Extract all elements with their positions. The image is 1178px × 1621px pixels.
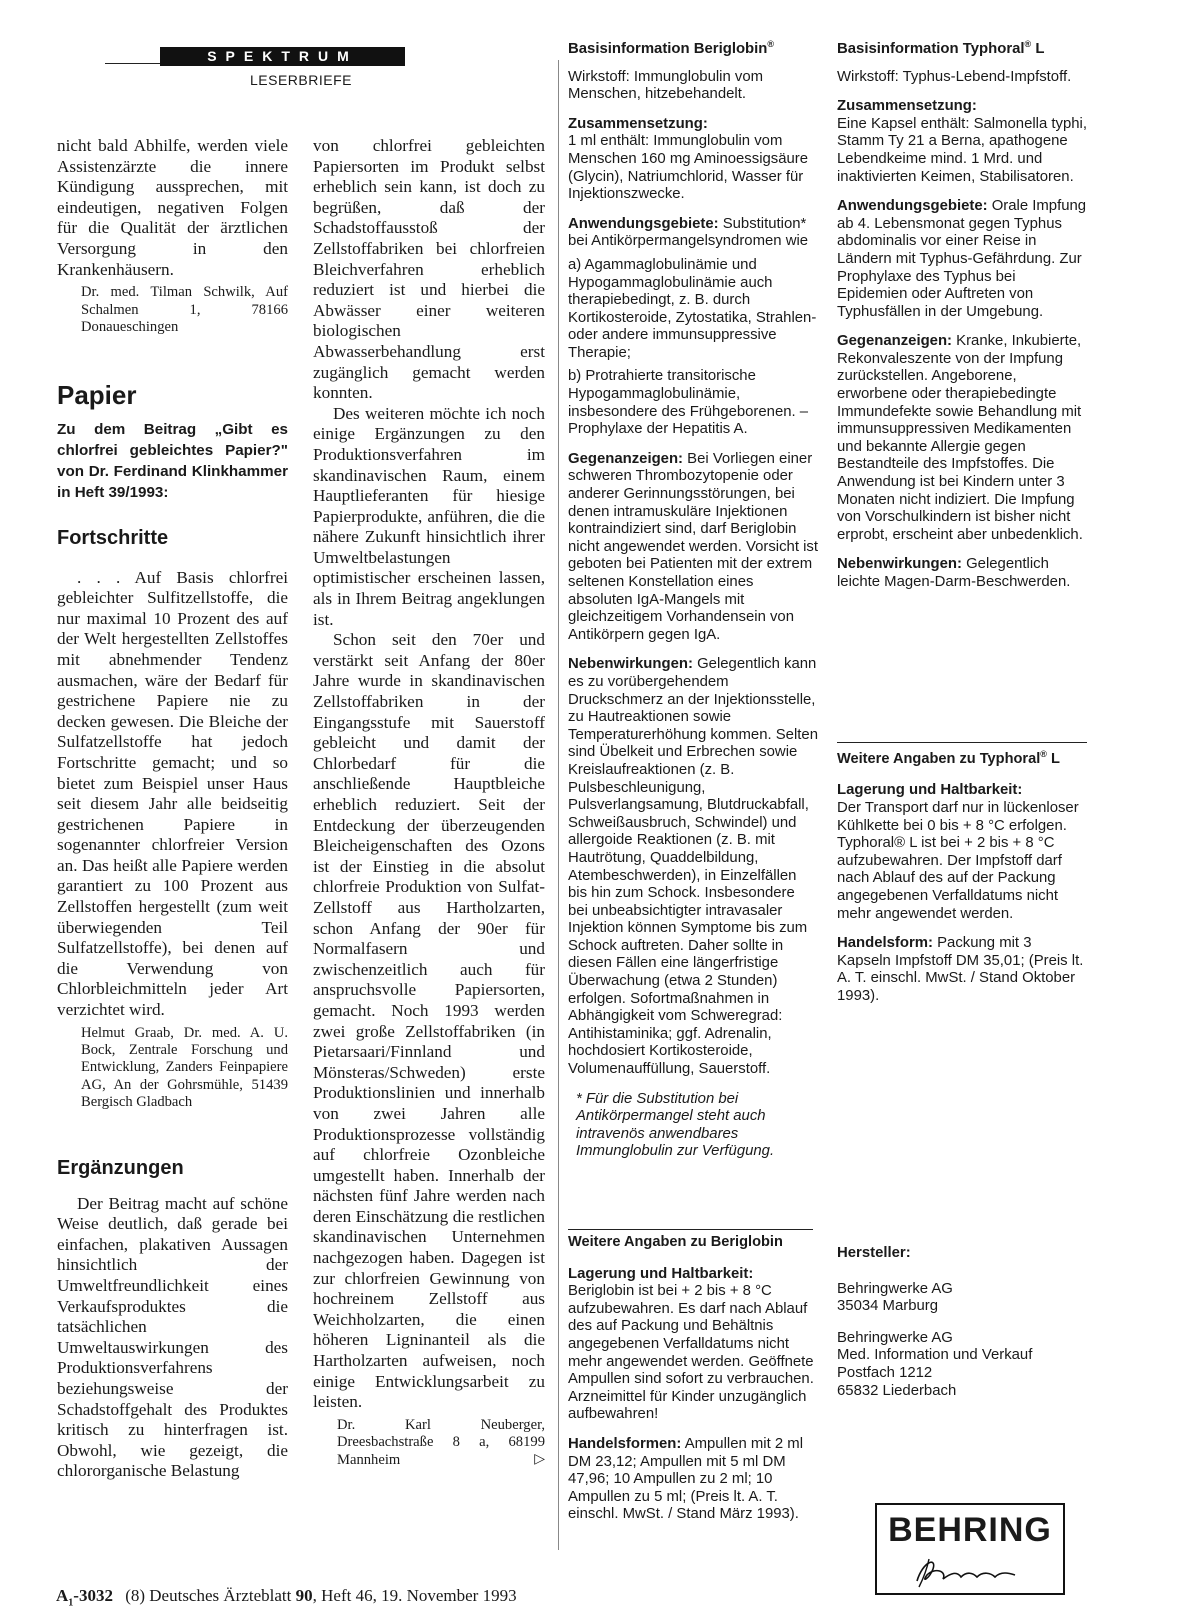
typhoral-title: Basisinformation Typhoral® L	[837, 39, 1045, 57]
beriglobin-anwendung-b: b) Protrahierte transitorische Hypogammaglobulinämie, insbesondere des Frühgeborenen. – Prophylaxe der Hepatitis A.	[568, 368, 809, 438]
typhoral-zusammensetzung: Zusammensetzung: Eine Kapsel enthält: Salmonella typhi, Stamm Ty 21 a Berna, apathogene Lebendkeime mind. 1 Mrd. und inaktivierten Keimen, Stabilisatoren.	[837, 98, 1087, 185]
column-1	[57, 136, 288, 1482]
ergaenzungen-heading: Ergänzungen	[57, 1156, 184, 1179]
typhoral-weitere-rule	[837, 742, 1087, 743]
spektrum-band: SPEKTRUM	[160, 47, 405, 66]
beriglobin-weitere-rule	[568, 1229, 813, 1230]
continue-arrow-icon: ▷	[534, 1452, 545, 1468]
beriglobin-anwendung-a: a) Agammaglobulinämie und Hypogammaglobulinämie auch therapiebedingt, z. B. durch Kortikosteroide, Zytostatika, Strahlen- oder andere immunsuppressive Therapie;	[568, 256, 817, 361]
papier-lead: Zu dem Beitrag „Gibt es chlorfrei gebleichtes Papier?" von Dr. Ferdinand Klinkhammer in Heft 39/1993:	[57, 421, 288, 501]
page-sub: 1	[68, 1597, 74, 1609]
fortschritte-signature: Helmut Graab, Dr. med. A. U. Bock, Zentrale Forschung und Entwicklung, Zanders Feinpapiere AG, An der Gohrsmühle, 51439 Bergisch Gladbach	[81, 1024, 288, 1111]
beriglobin-box	[568, 36, 818, 1173]
typhoral-anwendung: Anwendungsgebiete: Orale Impfung ab 4. Lebensmonat gegen Typhus abdominalis vor einer Reise in Ländern mit Typhus-Gefährdung. Zur Prophylaxe des Typhus bei Epidemien oder Auftreten von Typhusfällen in der Umgebung.	[837, 198, 1087, 320]
beriglobin-handelsformen: Handelsformen: Ampullen mit 2 ml DM 23,12; Ampullen mit 5 ml DM 47,96; 10 Ampullen zu 2 ml; 10 Ampullen zu 5 ml; (Preis lt. A. T. einschl. MwSt. / Stand März 1993).	[568, 1435, 804, 1523]
box-divider-left	[558, 60, 559, 1550]
beriglobin-anwendung: Anwendungsgebiete: Substitution* bei Antikörpermangelsyndromen wie	[568, 215, 809, 250]
hersteller-title: Hersteller:	[837, 1245, 911, 1261]
col2-signature: Dr. Karl Neuberger, Dreesbachstraße 8 a, 68199 Mannheim	[337, 1416, 545, 1468]
hersteller-address-1: Behringwerke AG 35034 Marburg	[837, 1280, 953, 1315]
typhoral-lagerung: Lagerung und Haltbarkeit: Der Transport darf nur in lückenloser Kühlkette bei 0 bis + 8 °C erfolgen. Typhoral® L ist bei + 2 bis + 8 °C aufzubewahren. Der Impfstoff darf nach Ablauf des auf der Packung angegebenen Verfalldatums nicht mehr angewendet werden.	[837, 782, 1079, 922]
behring-signature-icon	[877, 1551, 1063, 1591]
beriglobin-gegenanzeigen: Gegenanzeigen: Bei Vorliegen einer schweren Thrombozytopenie oder anderer Gerinnungsstörungen, bei denen intramuskuläre Injektionen kontraindiziert sind, darf Beriglobin nicht angewendet werden. Vorsicht ist geboten bei Patienten mit der extrem seltenen Konstellation eines absoluten IgA-Mangels mit gleichzeitigem Vorhandensein von Antikörpern gegen IgA.	[568, 450, 818, 643]
col2-paragraph-2: Des weiteren möchte ich noch einige Ergänzungen zu den Produktionsverfahren im skandinavischen Raum, einem Hauptlieferanten für hiesige Papierprodukte, anführen, die die nähere Zukunft hinsichtlich ihrer Umweltbelastungen optimistischer erscheinen lassen, als in Ihrem Beitrag angeklungen ist.	[313, 403, 545, 629]
letter-signature: Dr. med. Tilman Schwilk, Auf Schalmen 1, 78166 Donaueschingen	[81, 284, 288, 335]
hersteller-address-2: Behringwerke AG Med. Information und Verkauf Postfach 1212 65832 Liederbach	[837, 1329, 1033, 1399]
page-footer	[56, 1586, 517, 1608]
ergaenzungen-text: Der Beitrag macht auf schöne Weise deutlich, daß gerade bei einfachen, plakativen Aussagen hinsichtlich der Umweltfreundlichkeit eines Verkaufsproduktes die tatsächlichen Umweltauswirkungen des Produktionsverfahrens beziehungsweise der Schadstoffgehalt des Produktes kritisch zu hinterfragen ist. Obwohl, wie gezeigt, die chlororganische Belastung	[57, 1193, 288, 1481]
section-label: LESERBRIEFE	[250, 72, 352, 88]
typhoral-weitere-title: Weitere Angaben zu Typhoral® L	[837, 749, 1060, 767]
typhoral-nebenwirkungen: Nebenwirkungen: Gelegentlich leichte Magen-Darm-Beschwerden.	[837, 556, 1071, 590]
typhoral-gegenanzeigen: Gegenanzeigen: Kranke, Inkubierte, Rekonvaleszente von der Impfung zurückstellen. Angeborene, erworbene oder therapiebedingte Immundefekte sowie Behandlung mit immunsuppressiven Medikamenten und bekannte Allergie gegen Bestandteile des Impfstoffes. Die Anwendung ist bei Kindern unter 3 Monaten nicht indiziert. Die Impfung von Vorschulkindern ist bisher nicht erprobt, erscheint aber unbedenklich.	[837, 333, 1083, 543]
typhoral-handelsform: Handelsform: Packung mit 3 Kapseln Impfstoff DM 35,01; (Preis lt. A. T. einschl. MwSt. / Stand Oktober 1993).	[837, 935, 1084, 1004]
fortschritte-heading: Fortschritte	[57, 526, 169, 549]
papier-heading: Papier	[57, 380, 137, 411]
footer-issue-pre: (8) Deutsches Ärzteblatt	[125, 1586, 296, 1605]
footer-volume: 90	[295, 1586, 313, 1605]
fortschritte-text: . . . Auf Basis chlorfrei gebleichter Sulfitzellstoffe, die nur maximal 10 Prozent des auf der Welt hergestellten Zellstoffes mit abnehmender Tendenz ausmachen, wäre der Bedarf für gestrichene Papiere nie zu decken gewesen. Die Bleiche der Sulfatzellstoffe hat jedoch Fortschritte gemacht; und so bietet zum Beispiel unser Haus seit diesem Jahr alle beidseitig gestrichenen Papiere in sogenannter chlorfreier Version an. Das heißt alle Papiere werden garantiert zu 100 Prozent aus Zellstoffen hergestellt (zum weit überwiegenden Teil Sulfatzellstoffe), bei denen auf die Verwendung von Chlorbleichmitteln jeder Art verzichtet wird.	[57, 567, 288, 1020]
col2-paragraph-3: Schon seit den 70er und verstärkt seit Anfang der 80er Jahre wurde in skandinavischen Zellstoffabriken in der Eingangsstufe mit Sauerstoff gebleicht und damit der Chlorbedarf für die anschließende Hauptbleiche erheblich reduziert. Seit der Entdeckung der überzeugenden Bleicheigenschaften des Ozons ist der Einstieg in die absolut chlorfreie Produktion von Sulfat-Zellstoff aus Hartholzarten, schon Anfang der 90er für Normalfasern und zwischenzeitlich auch für anspruchsvolle Papiersorten, gemacht. Noch 1993 werden zwei große Zellstoffabriken (in Pietarsaari/Finnland und Mönsteras/Schweden) erste Produktionslinien und innerhalb von zwei Jahren alle Produktionsprozesse vollständig auf chlorfreie Ozonbleiche umgestellt haben. Innerhalb der nächsten fünf Jahre werden nach deren Einschätzung die restlichen skandinavischen Unternehmen nachgezogen haben. Dagegen ist zur chlorfreien Gewinnung von hochreinem Zellstoff aus Weichholzarten, die einen höheren Ligninanteil als die Hartholzarten aufweisen, noch einige Entwicklungsarbeit zu leisten.	[313, 630, 545, 1412]
typhoral-weitere-box	[837, 746, 1087, 1018]
col2-paragraph-1: von chlorfrei gebleichten Papiersorten im Produkt selbst erheblich sein kann, ist doch zu begrüßen, daß der Schadstoffausstoß der Zellstoffabriken bei chlorfreien Bleichverfahren erheblich reduziert ist und hierbei die Abwässer einer weiteren biologischen Abwasserbehandlung erst zugänglich gemacht werden konnten.	[313, 136, 545, 403]
beriglobin-nebenwirkungen: Nebenwirkungen: Gelegentlich kann es zu vorübergehendem Druckschmerz an der Injektionsstelle, zu Hautreaktionen sowie Temperaturerhöhung kommen. Selten sind Übelkeit und Erbrechen sowie Kreislaufreaktionen (z. B. Pulsbeschleunigung, Pulsverlangsamung, Blutdruckabfall, Schweißausbruch, Schwindel) und allergoide Reaktionen (z. B. mit Hautrötung, Quaddelbildung, Atembeschwerden), in Einzelfällen bis hin zum Schock. Insbesondere bei unbeabsichtigter intravasaler Injektion können Symptome bis zum Schock auftreten. Daher sollte in diesen Fällen eine längerfristige Überwachung (etwa 2 Stunden) erfolgen. Sofortmaßnahmen in Abhängigkeit vom Schweregrad: Antihistaminika; ggf. Adrenalin, hochdosiert Kortikosteroide, Volumenauffüllung, Sauerstoff.	[568, 656, 818, 1078]
beriglobin-footnote: * Für die Substitution bei Antikörpermangel steht auch intravenös anwendbares Immunglobulin zur Verfügung.	[576, 1090, 775, 1160]
typhoral-box	[837, 36, 1087, 604]
typhoral-wirkstoff: Wirkstoff: Typhus-Lebend-Impfstoff.	[837, 68, 1072, 85]
behring-logo-word: BEHRING	[888, 1511, 1052, 1549]
beriglobin-weitere-title: Weitere Angaben zu Beriglobin	[568, 1234, 783, 1250]
footer-issue-post: , Heft 46, 19. November 1993	[312, 1586, 517, 1605]
beriglobin-title: Basisinformation Beriglobin®	[568, 39, 775, 57]
beriglobin-wirkstoff: Wirkstoff: Immunglobulin vom Menschen, hitzebehandelt.	[568, 68, 764, 103]
beriglobin-zusammensetzung: Zusammensetzung: 1 ml enthält: Immunglobulin vom Menschen 160 mg Aminoessigsäure (Glycin), Natriumchlorid, Wasser für Injektionszwecke.	[568, 115, 809, 203]
behring-logo	[875, 1503, 1065, 1595]
hersteller-block	[837, 1245, 1087, 1412]
column-2	[313, 136, 545, 1468]
page-number: -3032	[73, 1586, 113, 1605]
letter-continuation: nicht bald Abhilfe, werden viele Assistenzärzte die innere Kündigung aussprechen, mit eindeutigen, negativen Folgen für die Qualität der ärztlichen Versorgung in den Krankenhäusern.	[57, 136, 288, 279]
page-letter: A	[56, 1586, 69, 1605]
beriglobin-lagerung: Lagerung und Haltbarkeit: Beriglobin ist bei + 2 bis + 8 °C aufzubewahren. Es darf nach Ablauf des auf Packung und Behältnis angegebenen Verfalldatums nicht mehr angewendet werden. Geöffnete Ampullen sind sofort zu verbrauchen. Arzneimittel für Kinder unzugänglich aufbewahren!	[568, 1265, 814, 1423]
beriglobin-weitere-box	[568, 1234, 818, 1536]
